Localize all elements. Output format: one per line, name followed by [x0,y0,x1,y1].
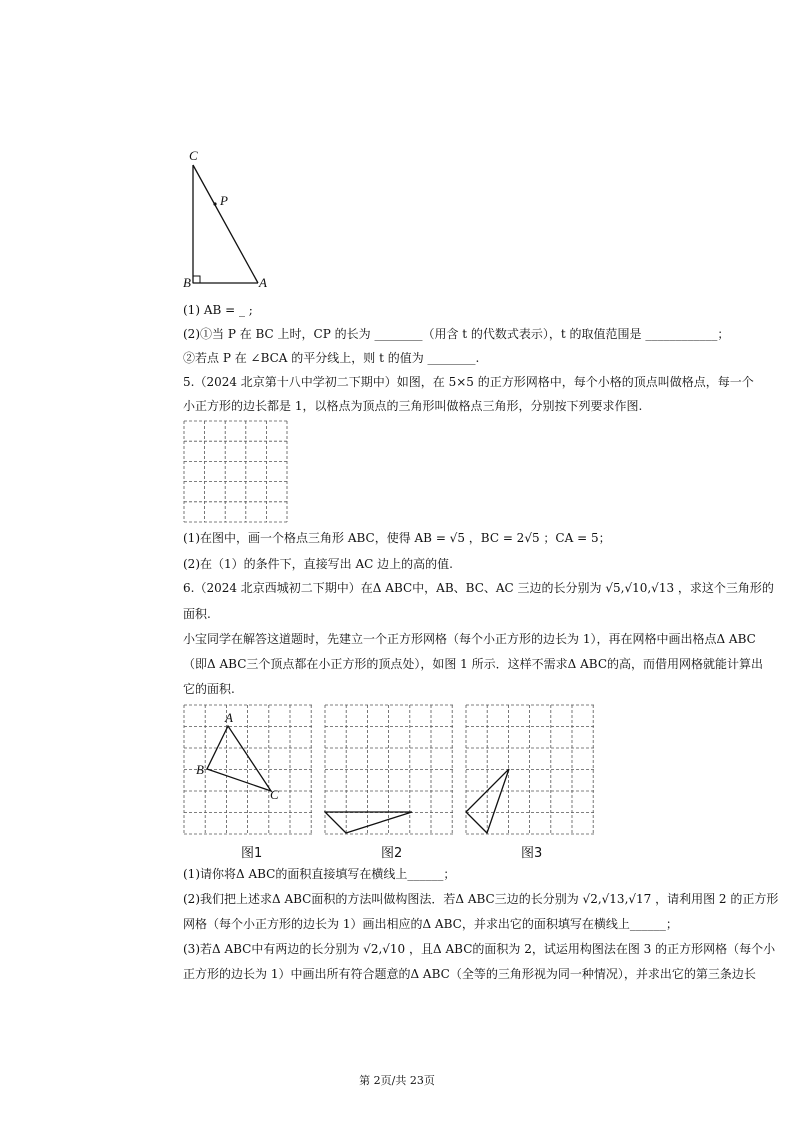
label-p: P [220,193,228,208]
q6-sub1: (1)请你将Δ ABC的面积直接填写在横线上______； [183,867,456,881]
q6-sub3-line1: (3)若Δ ABC中有两边的长分别为 √2,√10 ，且Δ ABC的面积为 2，试运用构图法在图 3 的正方形网格（每个小 [183,942,776,956]
q5-grid-5x5 [183,420,289,523]
q6-stem-line4: （即Δ ABC三个顶点都在小正方形的顶点处），如图 1 所示．这样不需求Δ ABC的高，而借用网格就能计算出 [183,657,764,671]
q6-stem-line5: 它的面积. [183,682,235,696]
q6-sub3-line2: 正方形的边长为 1）中画出所有符合题意的Δ ABC（全等的三角形视为同一种情况），并求出它的第三条边长 [183,967,756,981]
label-a: A [259,275,267,290]
q6-figure2-grid [324,704,458,835]
fig1-label-b: B [196,762,204,777]
label-b: B [183,275,191,290]
fig2-triangle-abc [325,812,412,833]
label-c: C [189,148,198,163]
q4-part1: (1) AB = _ ; [183,303,253,317]
q6-sub2-line1: (2)我们把上述求Δ ABC面积的方法叫做构图法．若Δ ABC三边的长分别为 √2,√13,√17 ，请利用图 2 的正方形 [183,892,779,906]
q6-stem-line3: 小宝同学在解答这道题时，先建立一个正方形网格（每个小正方形的边长为 1），再在网格中画出格点Δ ABC [183,632,756,646]
page-footer: 第 2页/共 23页 [359,1074,435,1087]
q5-part1: (1)在图中，画一个格点三角形 ABC，使得 AB = √5 ，BC = 2√5 ；CA = 5； [183,531,611,545]
side-ca [193,165,258,283]
q6-stem-line1: 6.（2024 北京西城初二下期中）在Δ ABC中，AB、BC、AC 三边的长分别为 √5,√10,√13 ，求这个三角形的 [183,581,774,595]
q5-stem-line1: 5.（2024 北京第十八中学初二下期中）如图，在 5×5 的正方形网格中，每个小格的顶点叫做格点，每一个 [183,375,754,389]
right-angle-mark [193,276,200,283]
q5-stem-line2: 小正方形的边长都是 1，以格点为顶点的三角形叫做格点三角形，分别按下列要求作图. [183,399,643,413]
fig1-triangle-abc [207,726,271,791]
right-triangle-figure [178,146,288,294]
fig1-caption: 图1 [241,846,263,861]
fig3-caption: 图3 [521,846,543,861]
q6-stem-line2: 面积. [183,607,211,621]
q6-figure3-grid [465,704,599,835]
fig1-label-c: C [270,787,279,802]
fig1-label-a: A [225,710,233,725]
q4-part2a: (2)①当 P 在 BC 上时，CP 的长为 ________（用含 t 的代数式表示），t 的取值范围是 ____________； [183,327,730,341]
q4-part2b: ②若点 P 在 ∠BCA 的平分线上，则 t 的值为 ________. [183,351,480,365]
point-p [213,202,216,205]
q6-sub2-line2: 网格（每个小正方形的边长为 1）画出相应的Δ ABC，并求出它的面积填写在横线上______； [183,917,678,931]
fig2-caption: 图2 [381,846,403,861]
q5-part2: (2)在（1）的条件下，直接写出 AC 边上的高的值. [183,557,453,571]
